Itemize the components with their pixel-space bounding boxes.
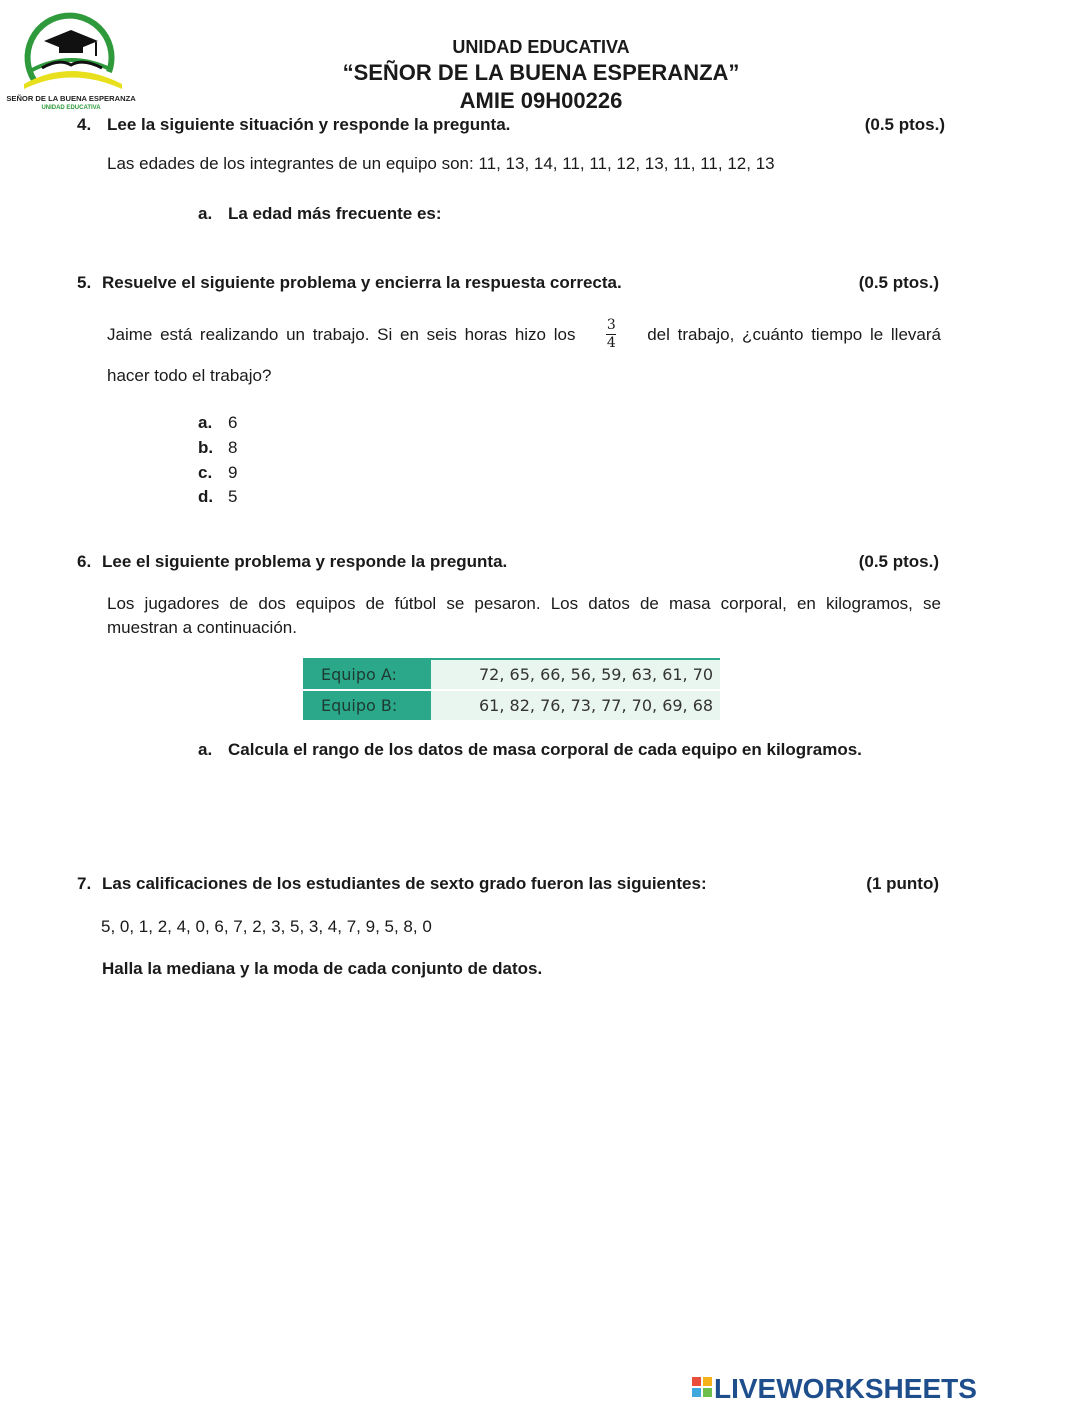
option-letter: a. — [198, 413, 213, 432]
question-5-text-line2: hacer todo el trabajo? — [107, 366, 272, 385]
question-6-text-line1: Los jugadores de dos equipos de fútbol se pesaron. Los datos de masa corporal, en kilogramos, se — [107, 594, 941, 613]
option-letter: b. — [198, 438, 214, 457]
question-6-points: (0.5 ptos.) — [858, 552, 939, 571]
option-value: 8 — [228, 438, 238, 457]
question-7-instruction: Halla la mediana y la moda de cada conjunto de datos. — [102, 959, 543, 978]
option-letter: d. — [198, 487, 214, 506]
question-4-points: (0.5 ptos.) — [864, 115, 945, 134]
option-b[interactable] — [198, 438, 237, 458]
question-7-points: (1 punto) — [866, 874, 939, 893]
team-a-values: 72, 65, 66, 56, 59, 63, 61, 70 — [431, 659, 720, 690]
question-5-statement — [107, 318, 941, 351]
school-amie: AMIE 09H00226 — [459, 88, 623, 113]
fraction — [606, 318, 616, 351]
fraction-numerator: 3 — [606, 317, 616, 333]
question-4-number: 4. — [77, 115, 92, 134]
question-4-subquestion — [198, 204, 442, 224]
option-value: 5 — [228, 487, 238, 506]
question-7-title — [77, 874, 707, 894]
question-5-points: (0.5 ptos.) — [858, 273, 939, 292]
question-4-sub-letter: a. — [198, 204, 213, 223]
question-6-subquestion — [198, 740, 862, 760]
question-5-number: 5. — [77, 273, 92, 292]
team-a-label: Equipo A: — [303, 659, 431, 690]
question-6-sub-letter: a. — [198, 740, 213, 759]
mass-table — [303, 658, 720, 722]
option-value: 6 — [228, 413, 238, 432]
question-4-data: Las edades de los integrantes de un equipo son: 11, 13, 14, 11, 11, 12, 13, 11, 11, 12, 13 — [107, 154, 775, 173]
table-row — [303, 690, 720, 721]
team-b-values: 61, 82, 76, 73, 77, 70, 69, 68 — [431, 690, 720, 721]
school-type: UNIDAD EDUCATIVA — [452, 37, 630, 57]
logo-text-1: SEÑOR DE LA BUENA ESPERANZA — [6, 94, 136, 103]
question-7-number: 7. — [77, 874, 92, 893]
question-7-text: Las calificaciones de los estudiantes de sexto grado fueron las siguientes: — [102, 874, 707, 893]
question-5-text: Resuelve el siguiente problema y encierra la respuesta correcta. — [102, 273, 622, 292]
question-5-title — [77, 273, 622, 293]
question-4-text: Lee la siguiente situación y responde la pregunta. — [107, 115, 511, 134]
table-row — [303, 659, 720, 690]
option-value: 9 — [228, 463, 238, 482]
fraction-denominator: 4 — [606, 335, 616, 351]
liveworksheets-logo — [690, 1370, 990, 1406]
option-letter: c. — [198, 463, 213, 482]
question-7-data: 5, 0, 1, 2, 4, 0, 6, 7, 2, 3, 5, 3, 4, 7, 9, 5, 8, 0 — [101, 917, 432, 936]
school-name: “SEÑOR DE LA BUENA ESPERANZA” — [342, 60, 740, 85]
option-c[interactable] — [198, 463, 237, 483]
team-b-label: Equipo B: — [303, 690, 431, 721]
question-6-text-line2: muestran a continuación. — [107, 618, 297, 637]
option-a[interactable] — [198, 413, 237, 433]
option-d[interactable] — [198, 487, 237, 507]
logo-text-2: UNIDAD EDUCATIVA — [41, 105, 101, 111]
question-6-text: Lee el siguiente problema y responde la pregunta. — [102, 552, 508, 571]
question-5-text-after: del trabajo, ¿cuánto tiempo le llevará — [647, 324, 941, 344]
question-6-title — [77, 552, 507, 572]
question-5-text-before: Jaime está realizando un trabajo. Si en seis horas hizo los — [107, 324, 576, 344]
question-4-sub-text: La edad más frecuente es: — [228, 204, 442, 223]
question-4-title — [77, 115, 510, 135]
brand-text: LIVEWORKSHEETS — [714, 1373, 977, 1404]
question-6-number: 6. — [77, 552, 92, 571]
question-6-sub-text: Calcula el rango de los datos de masa corporal de cada equipo en kilogramos. — [228, 740, 862, 759]
